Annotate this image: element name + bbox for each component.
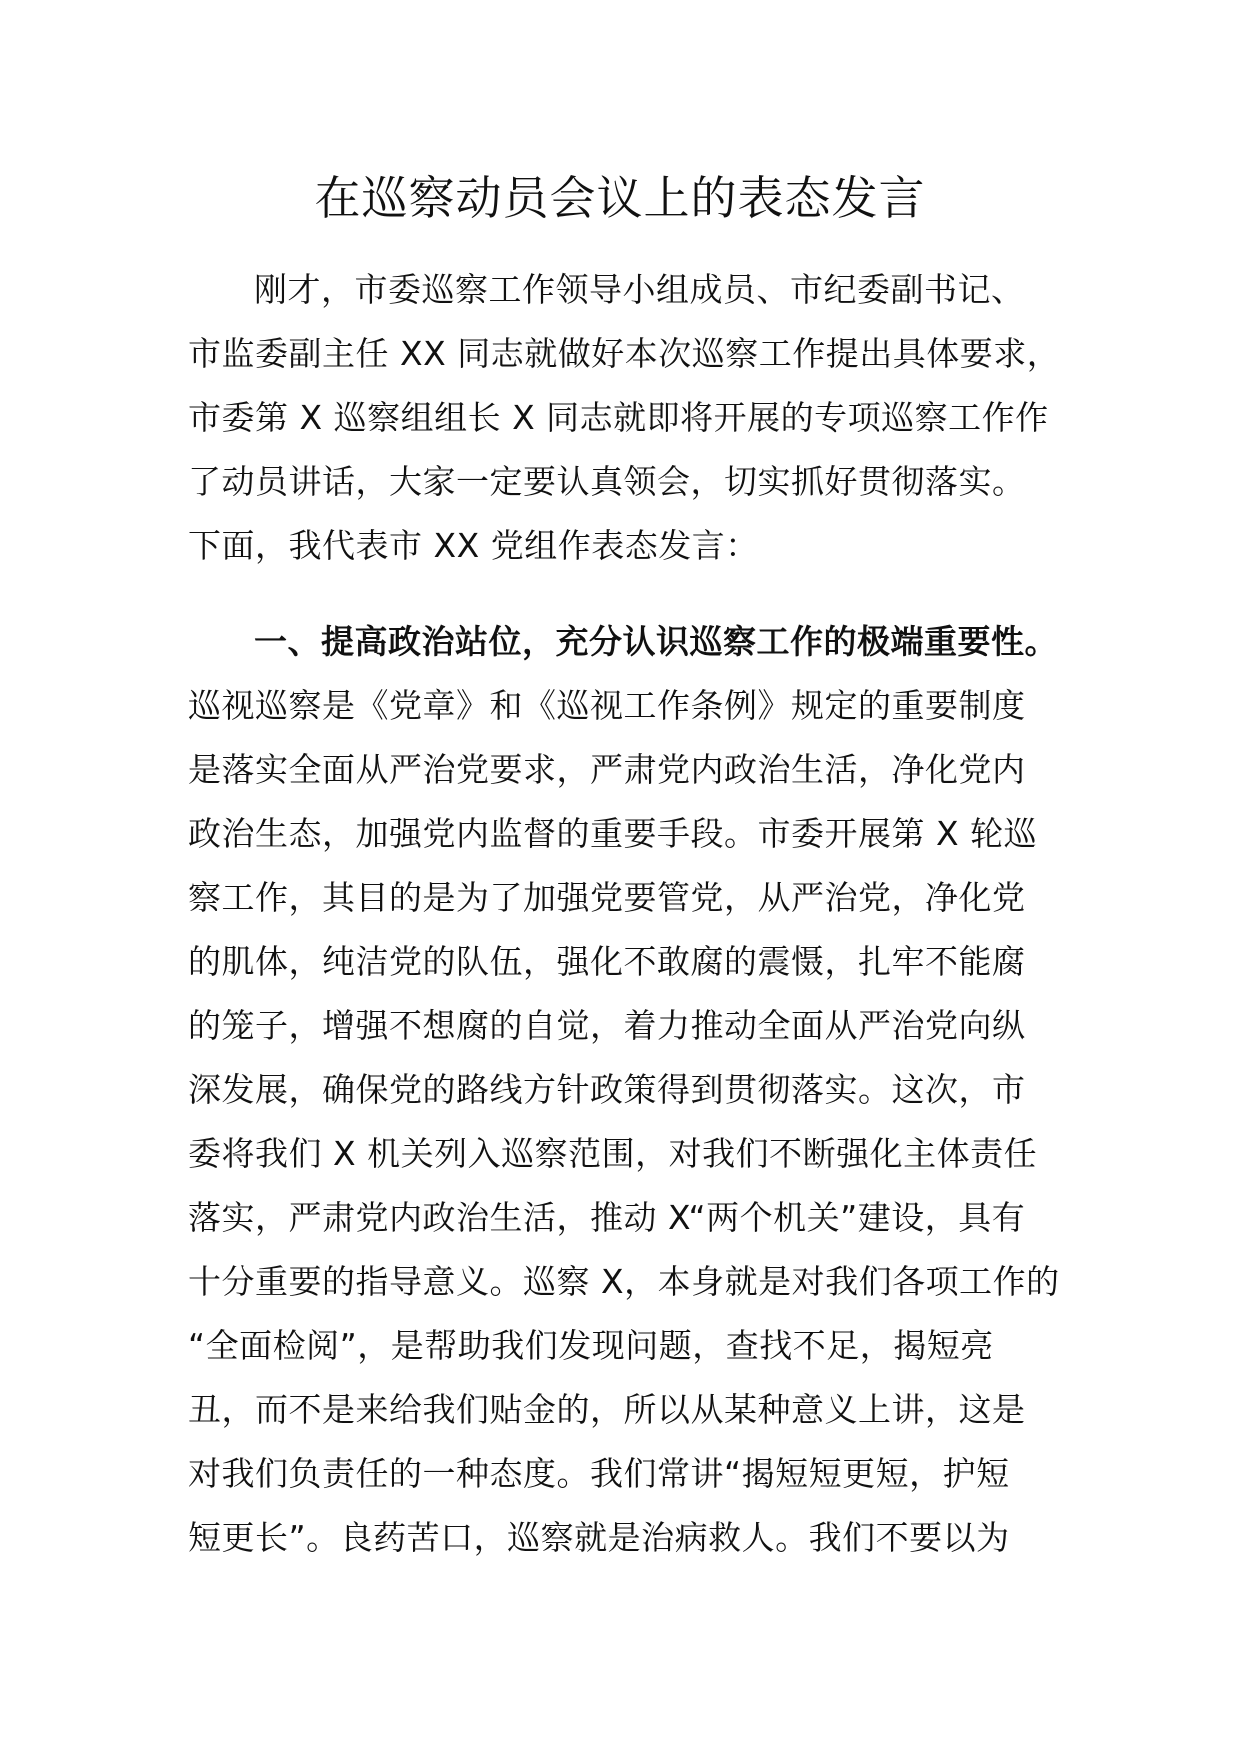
section-heading: 一、提高政治站位，充分认识巡察工作的极端重要性。	[254, 622, 1058, 661]
paragraph-line: 的肌体，纯洁党的队伍，强化不敢腐的震慑，扎牢不能腐	[188, 942, 1026, 981]
paragraph-line: 对我们负责任的一种态度。我们常讲“揭短短更短，护短	[188, 1454, 1010, 1493]
paragraph-line: 丑，而不是来给我们贴金的，所以从某种意义上讲，这是	[188, 1390, 1026, 1429]
document-body	[188, 258, 1068, 1570]
paragraph-line: 巡视巡察是《党章》和《巡视工作条例》规定的重要制度	[188, 686, 1026, 725]
paragraph-line: 十分重要的指导意义。巡察 X，本身就是对我们各项工作的	[188, 1262, 1060, 1301]
paragraph-line: 委将我们 X 机关列入巡察范围，对我们不断强化主体责任	[188, 1134, 1038, 1173]
paragraph-line: 察工作，其目的是为了加强党要管党，从严治党，净化党	[188, 878, 1026, 917]
paragraph-line: 是落实全面从严治党要求，严肃党内政治生活，净化党内	[188, 750, 1026, 789]
paragraph-line: 市委第 X 巡察组组长 X 同志就即将开展的专项巡察工作作	[188, 398, 1049, 437]
paragraph-line: “全面检阅”，是帮助我们发现问题，查找不足，揭短亮	[188, 1326, 994, 1365]
paragraph-line: 市监委副主任 XX 同志就做好本次巡察工作提出具体要求，	[188, 334, 1061, 373]
paragraph-line: 了动员讲话，大家一定要认真领会，切实抓好贯彻落实。	[188, 462, 1026, 501]
paragraph-line: 落实，严肃党内政治生活，推动 X“两个机关”建设，具有	[188, 1198, 1026, 1237]
paragraph-line: 刚才，市委巡察工作领导小组成员、市纪委副书记、	[254, 270, 1025, 309]
paragraph-line: 短更长”。良药苦口，巡察就是治病救人。我们不要以为	[188, 1518, 1010, 1557]
paragraph-line: 深发展，确保党的路线方针政策得到贯彻落实。这次，市	[188, 1070, 1026, 1109]
paragraph-line: 政治生态，加强党内监督的重要手段。市委开展第 X 轮巡	[188, 814, 1038, 853]
document-title: 在巡察动员会议上的表态发言	[314, 171, 926, 225]
paragraph-line: 下面，我代表市 XX 党组作表态发言：	[188, 526, 759, 565]
paragraph-line: 的笼子，增强不想腐的自觉，着力推动全面从严治党向纵	[188, 1006, 1026, 1045]
